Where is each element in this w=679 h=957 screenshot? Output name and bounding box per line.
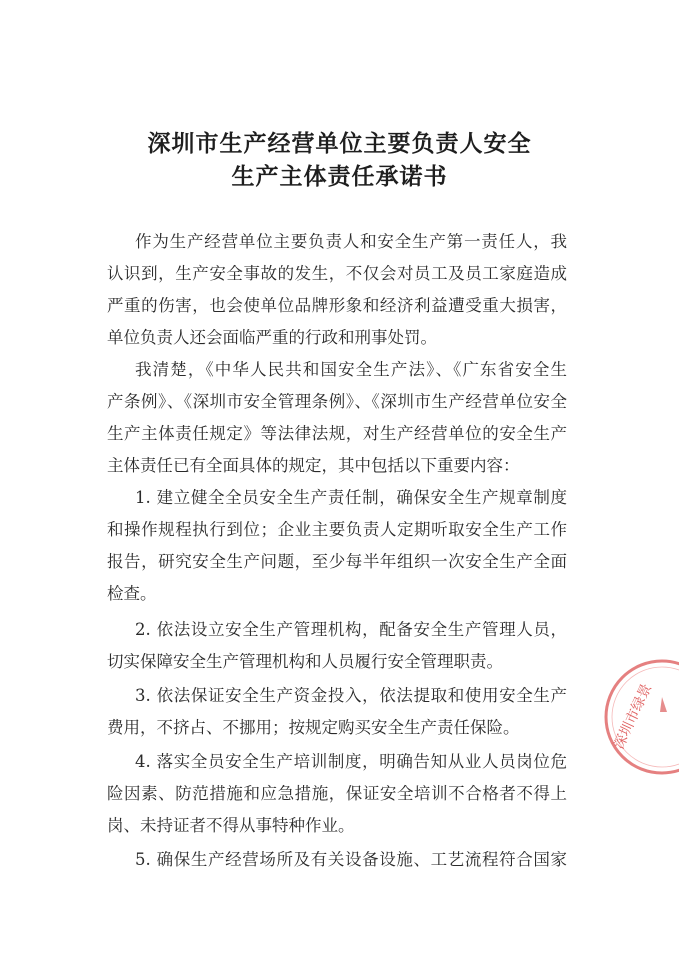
body-text-line: 4. 落实全员安全生产培训制度，明确告知从业人员岗位危	[135, 752, 567, 771]
body-text-line: 产条例》、《深圳市安全管理条例》、《深圳市生产经营单位安全	[107, 392, 567, 411]
body-text-line: 检查。	[107, 584, 157, 603]
body-text-line: 单位负责人还会面临严重的行政和刑事处罚。	[107, 328, 437, 347]
company-seal-stamp	[600, 655, 679, 785]
body-text-line: 认识到，生产安全事故的发生，不仅会对员工及员工家庭造成	[107, 264, 567, 283]
body-text-line: 切实保障安全生产管理机构和人员履行安全管理职责。	[107, 652, 503, 671]
body-text-line: 费用，不挤占、不挪用；按规定购买安全生产责任保险。	[107, 718, 520, 737]
body-text-line: 和操作规程执行到位；企业主要负责人定期听取安全生产工作	[107, 520, 567, 539]
body-text-line: 主体责任已有全面具体的规定，其中包括以下重要内容：	[107, 456, 520, 475]
body-text-line: 2. 依法设立安全生产管理机构，配备安全生产管理人员，	[135, 620, 567, 639]
body-text-line: 生产主体责任规定》等法律法规，对生产经营单位的安全生产	[107, 424, 567, 443]
body-text-line: 严重的伤害，也会使单位品牌形象和经济利益遭受重大损害，	[107, 296, 567, 315]
body-text-line: 险因素、防范措施和应急措施，保证安全培训不合格者不得上	[107, 784, 567, 803]
body-text-line: 我清楚，《中华人民共和国安全生产法》、《广东省安全生	[135, 360, 567, 379]
body-text-line: 作为生产经营单位主要负责人和安全生产第一责任人，我	[135, 232, 567, 251]
document-title-line-1: 深圳市生产经营单位主要负责人安全	[147, 131, 532, 157]
body-text-line: 1. 建立健全全员安全生产责任制，确保安全生产规章制度	[135, 488, 567, 507]
document-title-line-2: 生产主体责任承诺书	[231, 164, 448, 190]
stamp-text: 深圳市绿景	[611, 681, 656, 752]
body-text-line: 3. 依法保证安全生产资金投入，依法提取和使用安全生产	[135, 686, 567, 705]
body-text-line: 5. 确保生产经营场所及有关设备设施、工艺流程符合国家	[135, 850, 567, 869]
body-text-line: 岗、未持证者不得从事特种作业。	[107, 816, 355, 835]
body-text-line: 报告，研究安全生产问题，至少每半年组织一次安全生产全面	[107, 552, 567, 571]
